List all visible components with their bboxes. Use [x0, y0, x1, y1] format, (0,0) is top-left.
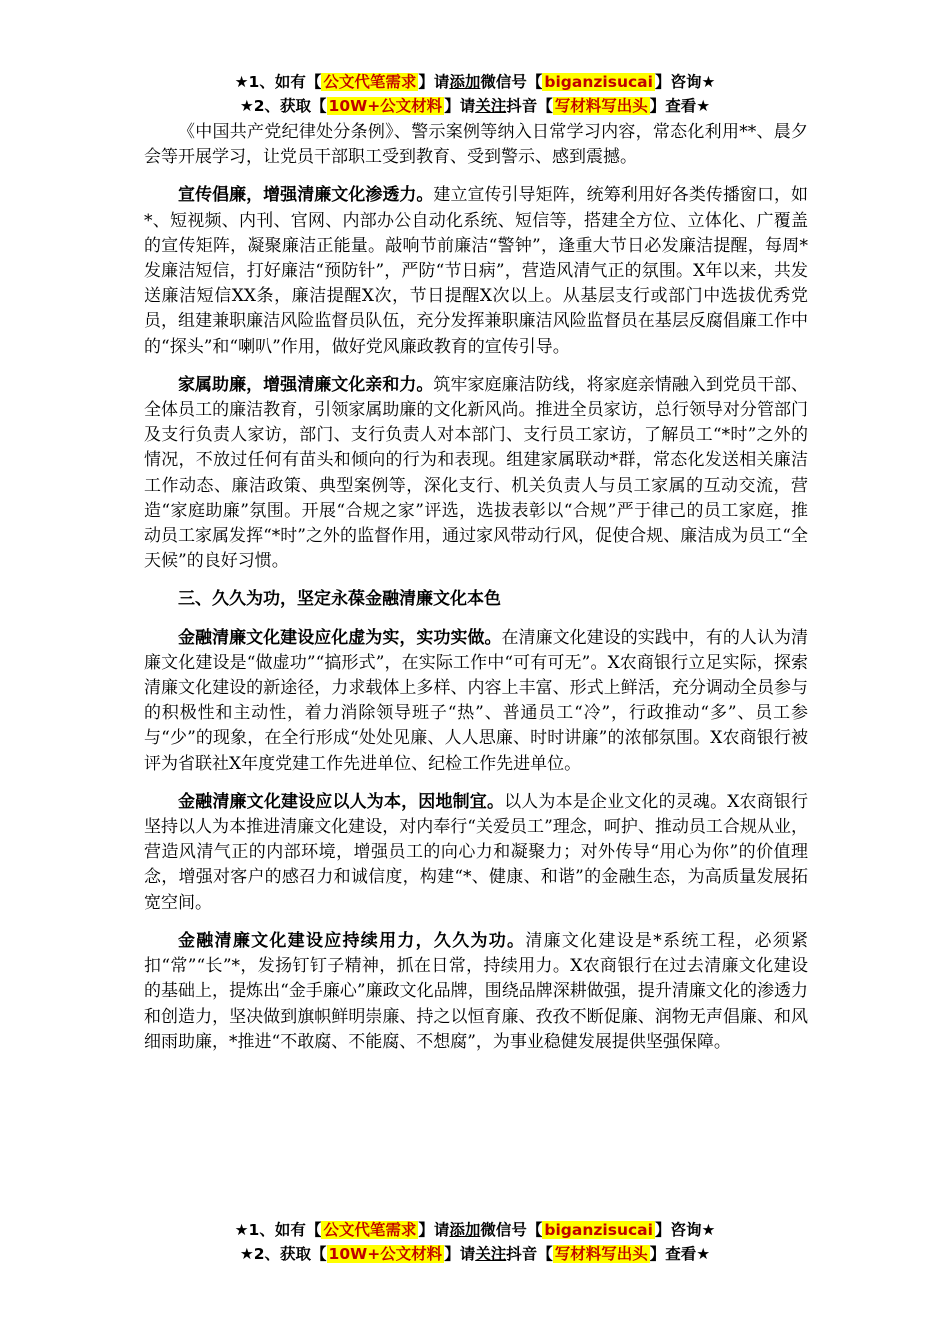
ad-highlight: 写材料写出头 [554, 97, 648, 115]
paragraph-text: 筑牢家庭廉洁防线，将家庭亲情融入到党员干部、全体员工的廉洁教育，引领家属助廉的文化新风尚。推进全员家访，总行领导对分管部门及支行负责人家访，部门、支行负责人对本部门、支行员工家访，了解员工“*时”之外的情况，不放过任何有苗头和倾向的行为和表现。组建家属联动*群，常态化发送相关廉洁工作动态、廉洁政策、典型案例等，深化支行、机关负责人与员工家属的互动交流，营造“家庭助廉”氛围。开展“合规之家”评选，选拔表彰以“合规”严于律己的员工家庭，推动员工家属发挥“*时”之外的监督作用，通过家风带动行风，促使合规、廉洁成为员工“全天候”的良好习惯。 [144, 374, 809, 572]
ad-highlight: biganzisucai [544, 1221, 653, 1239]
ad-text: ★1、如有【 [234, 1221, 322, 1239]
ad-text: 】请 [418, 73, 450, 91]
ad-text: 】查看★ [649, 1245, 711, 1263]
ad-text: 微信号【 [480, 73, 543, 91]
ad-text: 】请 [418, 1221, 450, 1239]
ad-highlight: 公文代笔需求 [323, 73, 417, 91]
section-heading: 三、久久为功，坚定永葆金融清廉文化本色 [178, 589, 501, 610]
paragraph-text: 以人为本是企业文化的灵魂。X农商银行坚持以人为本推进清廉文化建设，对内奉行“关爱员工”理念，呵护、推动员工合规从业，营造风清气正的内部环境，增强员工的向心力和凝聚力；对外传导“用心为你”的价值理念，增强对客户的感召力和诚信度，构建“*、健康、和谐”的金融生态，为高质量发展拓宽空间。 [144, 791, 808, 913]
paragraph-lead: 金融清廉文化建设应持续用力，久久为功。 [178, 930, 526, 951]
ad-highlight: 公文代笔需求 [323, 1221, 417, 1239]
paragraph [144, 790, 808, 916]
ad-line-1 [0, 1218, 950, 1242]
ad-line-1 [0, 70, 950, 94]
ad-highlight: 10W+公文材料 [328, 97, 443, 115]
ad-text: 】请 [444, 1245, 476, 1263]
ad-highlight: 10W+公文材料 [328, 1245, 443, 1263]
header-ad [0, 70, 950, 118]
paragraph-lead: 金融清廉文化建设应以人为本，因地制宜。 [178, 791, 505, 812]
ad-line-2 [0, 94, 950, 118]
ad-underlined-text: 关注 [475, 1245, 507, 1263]
ad-text: 】请 [444, 97, 476, 115]
paragraph [144, 929, 808, 1055]
ad-underlined-text: 添加 [449, 73, 481, 91]
ad-underlined-text: 关注 [475, 97, 507, 115]
paragraph-lead: 家属助廉，增强清廉文化亲和力。 [178, 374, 434, 395]
ad-text: ★1、如有【 [234, 73, 322, 91]
document-body [144, 120, 808, 1068]
paragraph [144, 373, 808, 575]
ad-highlight: biganzisucai [544, 73, 653, 91]
ad-text: ★2、获取【 [239, 97, 327, 115]
paragraph [144, 120, 808, 170]
paragraph-lead: 宣传倡廉，增强清廉文化渗透力。 [178, 185, 434, 206]
paragraph-text: 在清廉文化建设的实践中，有的人认为清廉文化建设是“做虚功”“搞形式”，在实际工作中“可有可无”。X农商银行立足实际，探索清廉文化建设的新途径，力求载体上多样、内容上丰富、形式上鲜活，充分调动全员参与的积极性和主动性，着力消除领导班子“热”、普通员工“冷”，行政推动“多”、员工参与“少”的现象，在全行形成“处处见廉、人人思廉、时时讲廉”的浓郁氛围。X农商银行被评为省联社X年度党建工作先进单位、纪检工作先进单位。 [144, 627, 809, 774]
ad-text: 抖音【 [506, 1245, 553, 1263]
ad-text: 抖音【 [506, 97, 553, 115]
paragraph [144, 183, 808, 359]
ad-line-2 [0, 1242, 950, 1266]
paragraph [144, 626, 808, 777]
ad-text: ★2、获取【 [239, 1245, 327, 1263]
footer-ad [0, 1218, 950, 1266]
ad-highlight: 写材料写出头 [554, 1245, 648, 1263]
ad-text: 微信号【 [480, 1221, 543, 1239]
paragraph-text: 建立宣传引导矩阵，统筹利用好各类传播窗口，如*、短视频、内刊、官网、内部办公自动化系统、短信等，搭建全方位、立体化、广覆盖的宣传矩阵，凝聚廉洁正能量。敲响节前廉洁“警钟”，逢重大节日必发廉洁提醒，每周*发廉洁短信，打好廉洁“预防针”，严防“节日病”，营造风清气正的氛围。X年以来，共发送廉洁短信XX条，廉洁提醒X次，节日提醒X次以上。从基层支行或部门中选拔优秀党员，组建兼职廉洁风险监督员队伍，充分发挥兼职廉洁风险监督员在基层反腐倡廉工作中的“探头”和“喇叭”作用，做好党风廉政教育的宣传引导。 [144, 185, 809, 357]
ad-text: 】咨询★ [654, 73, 716, 91]
paragraph-text: 清廉文化建设是*系统工程，必须紧扣“常”“长”*，发扬钉钉子精神，抓在日常，持续用力。X农商银行在过去清廉文化建设的基础上，提炼出“金手廉心”廉政文化品牌，围绕品牌深耕做强，提升清廉文化的渗透力和创造力，坚决做到旗帜鲜明崇廉、持之以恒育廉、孜孜不断促廉、润物无声倡廉、和风细雨助廉，*推进“不敢腐、不能腐、不想腐”，为事业稳健发展提供坚强保障。 [144, 930, 809, 1052]
paragraph-lead: 金融清廉文化建设应化虚为实，实功实做。 [178, 627, 502, 648]
ad-underlined-text: 添加 [449, 1221, 481, 1239]
paragraph-text: 《中国共产党纪律处分条例》、警示案例等纳入日常学习内容，常态化利用**、晨夕会等开展学习，让党员干部职工受到教育、受到警示、感到震撼。 [144, 122, 808, 168]
ad-text: 】咨询★ [654, 1221, 716, 1239]
ad-text: 】查看★ [649, 97, 711, 115]
